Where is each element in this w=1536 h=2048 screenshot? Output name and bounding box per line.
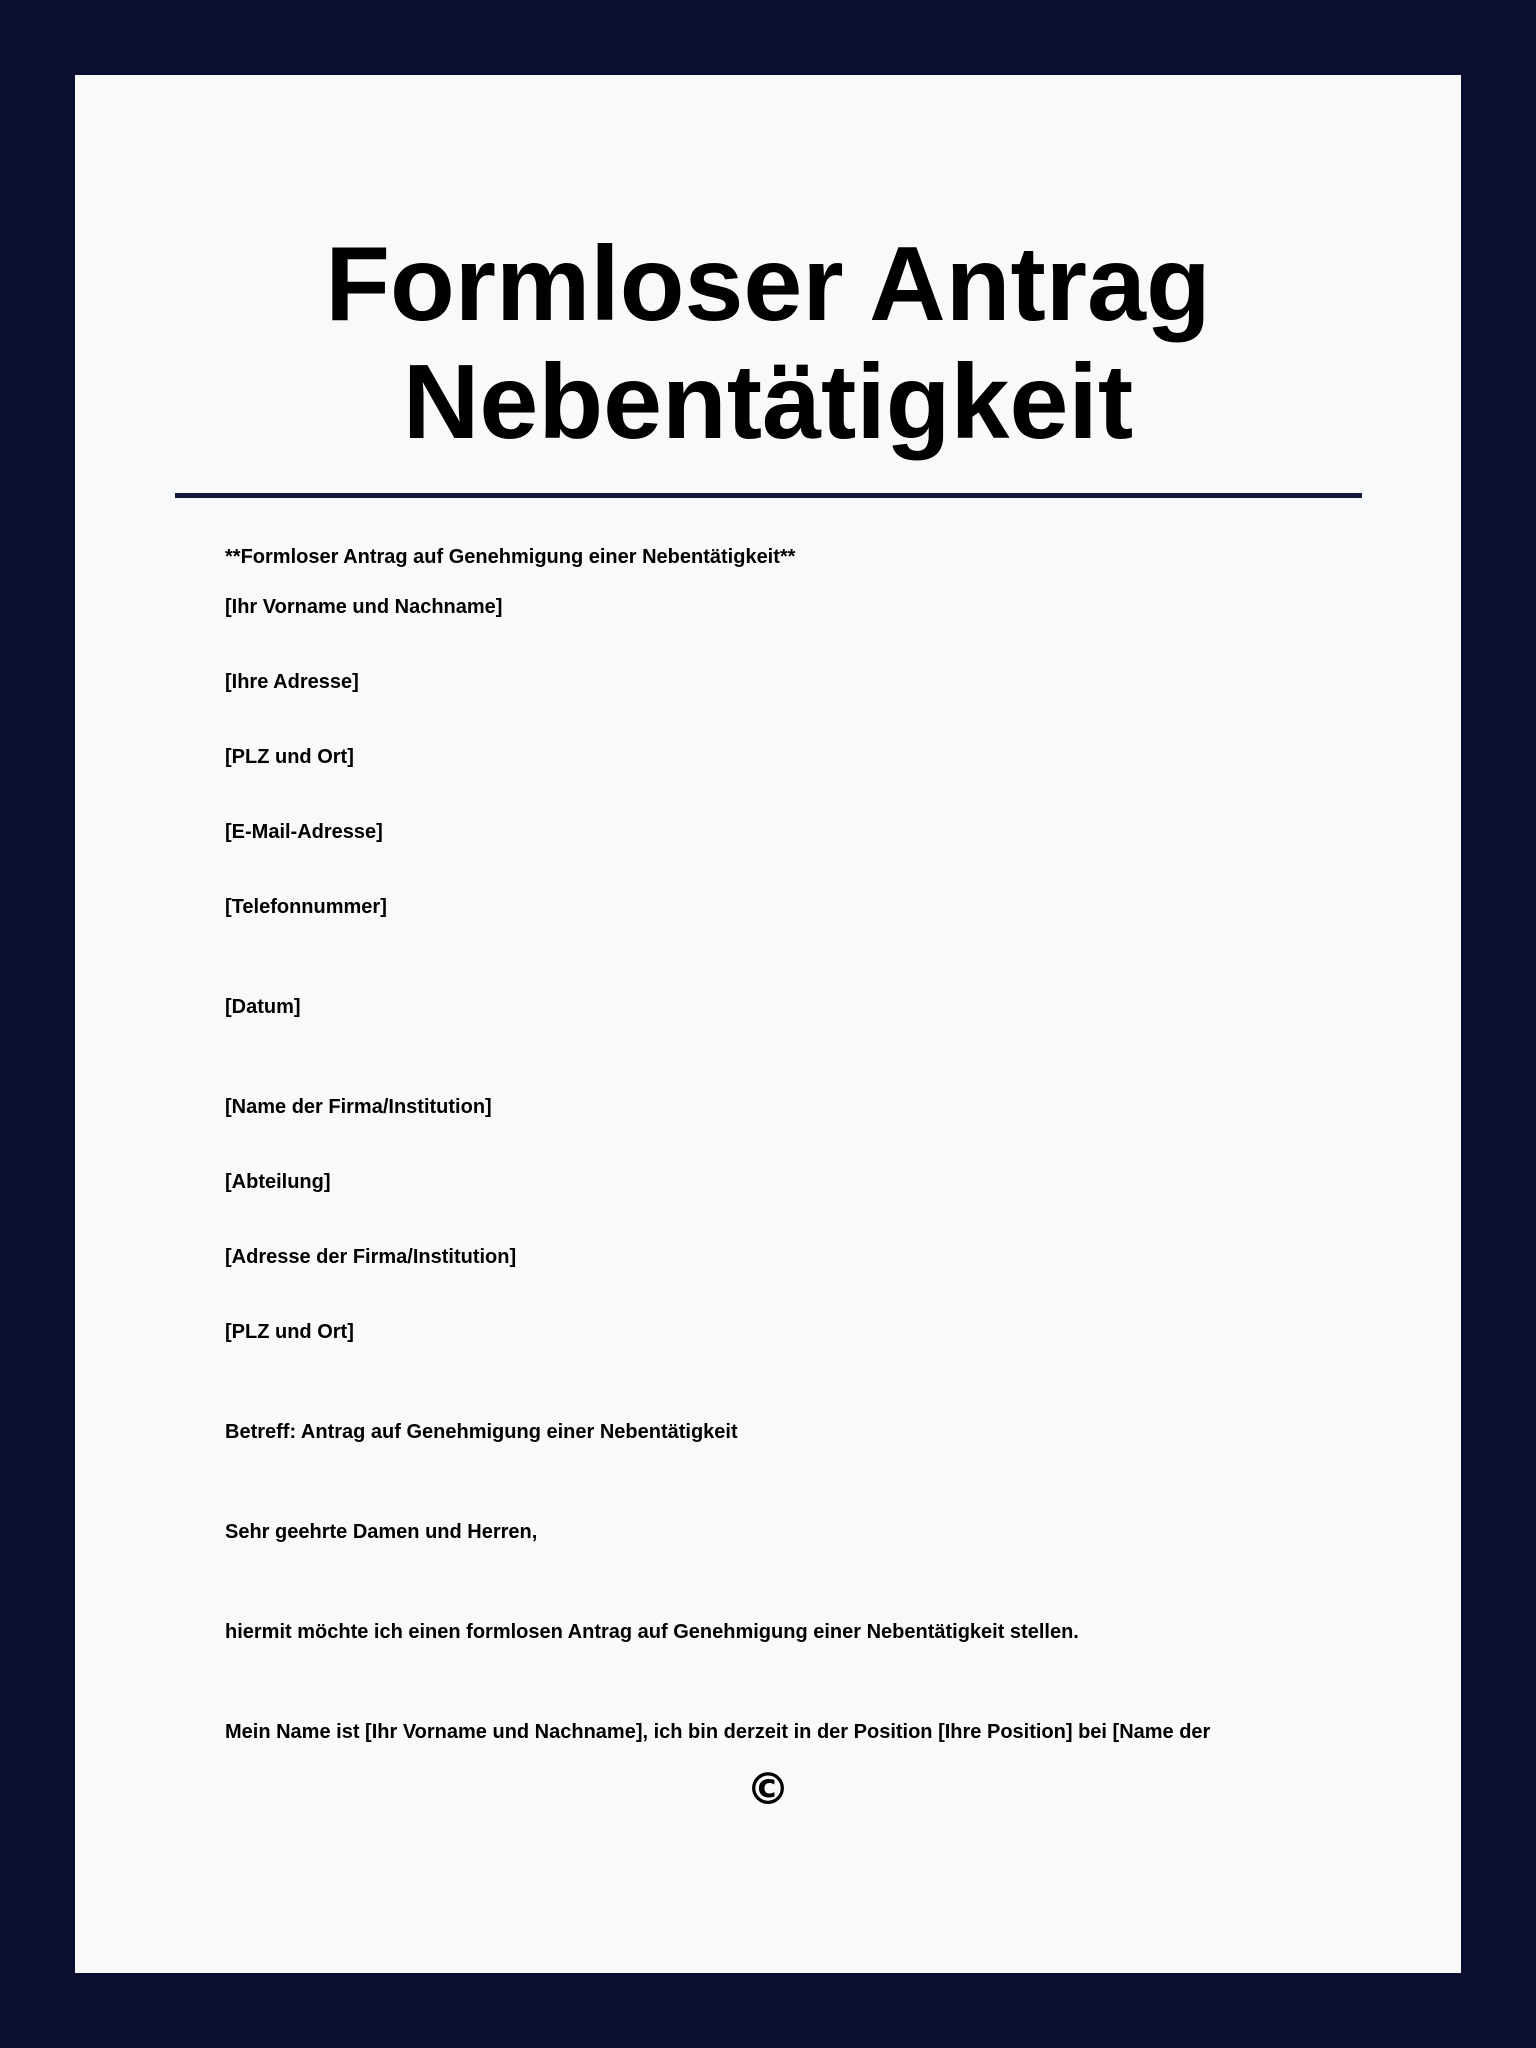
title-line-1: Formloser Antrag — [325, 225, 1211, 343]
letter-subject: Betreff: Antrag auf Genehmigung einer Nebentätigkeit — [225, 1421, 738, 1443]
document-title — [75, 225, 1461, 461]
sender-name: [Ihr Vorname und Nachname] — [225, 596, 503, 618]
recipient-department: [Abteilung] — [225, 1171, 331, 1193]
recipient-address: [Adresse der Firma/Institution] — [225, 1246, 517, 1268]
letter-body-paragraph: Mein Name ist [Ihr Vorname und Nachname], ich bin derzeit in der Position [Ihre Position] bei [Name der — [225, 1721, 1211, 1743]
sender-address: [Ihre Adresse] — [225, 671, 359, 693]
recipient-company: [Name der Firma/Institution] — [225, 1096, 492, 1118]
title-divider — [175, 493, 1362, 498]
recipient-postal-city: [PLZ und Ort] — [225, 1321, 354, 1343]
document-heading: **Formloser Antrag auf Genehmigung einer Nebentätigkeit** — [225, 546, 796, 568]
sender-postal-city: [PLZ und Ort] — [225, 746, 354, 768]
letter-date: [Datum] — [225, 996, 301, 1018]
document-page — [75, 75, 1461, 1973]
sender-phone: [Telefonnummer] — [225, 896, 387, 918]
sender-email: [E-Mail-Adresse] — [225, 821, 383, 843]
copyright-icon: © — [746, 1764, 790, 1815]
title-line-2: Nebentätigkeit — [402, 343, 1134, 461]
letter-body-intro: hiermit möchte ich einen formlosen Antrag auf Genehmigung einer Nebentätigkeit stellen. — [225, 1621, 1079, 1643]
letter-salutation: Sehr geehrte Damen und Herren, — [225, 1521, 538, 1543]
